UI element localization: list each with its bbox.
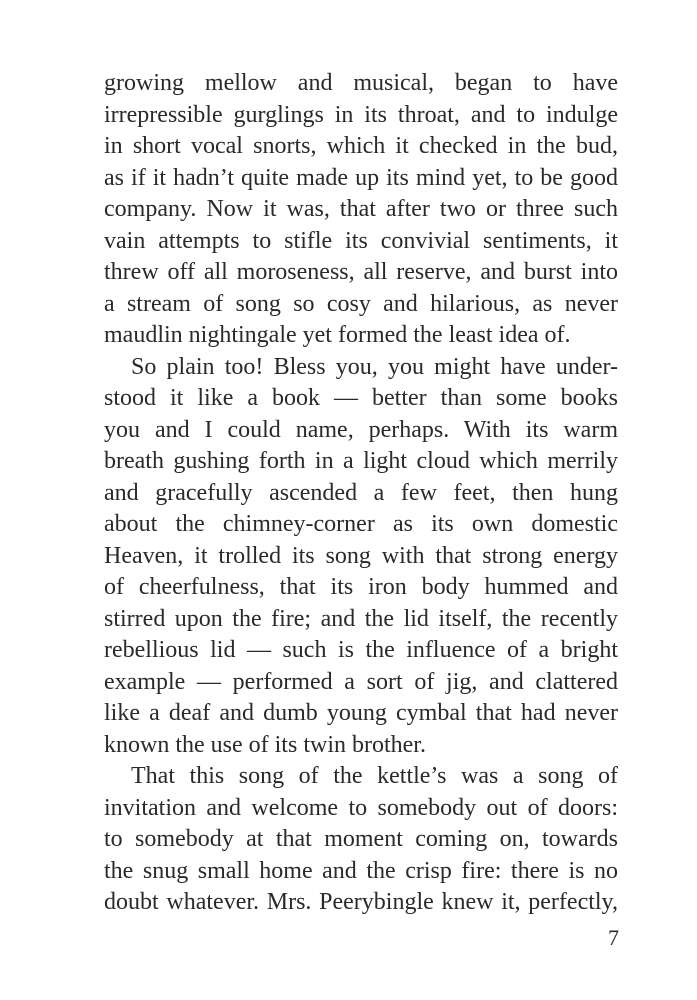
text-line: a stream of song so cosy and hilarious, as never [104,290,618,317]
paragraph-2 [104,352,618,762]
page-number: 7 [608,925,619,950]
text-line: to somebody at that moment coming on, towards [104,826,618,852]
text-line: maudlin nightingale yet formed the least idea of. [104,322,571,348]
text-line: the snug small home and the crisp fire: there is no [104,857,618,884]
text-line: invitation and welcome to somebody out of doors: [104,794,618,821]
text-line: you and I could name, perhaps. With its warm [104,416,618,443]
text-line: like a deaf and dumb young cymbal that had never [104,700,618,726]
text-line: in short vocal snorts, which it checked in the bud, [104,133,618,159]
text-line: vain attempts to stifle its convivial sentiments, it [104,227,618,254]
text-line: company. Now it was, that after two or three such [104,196,618,222]
text-line: and gracefully ascended a few feet, then hung [104,479,618,506]
text-line: irrepressible gurglings in its throat, and to indulge [104,101,618,128]
text-line: That this song of the kettle’s was a song of [131,763,618,789]
text-line: about the chimney-corner as its own domestic [104,511,618,537]
text-line: So plain too! Bless you, you might have under- [131,353,618,380]
text-line: known the use of its twin brother. [104,731,426,758]
text-line: threw off all moroseness, all reserve, and burst into [104,259,618,285]
text-line: growing mellow and musical, began to have [104,70,618,96]
text-line: Heaven, it trolled its song with that strong energy [104,542,618,569]
text-line: of cheerfulness, that its iron body hummed and [104,574,618,600]
text-line: breath gushing forth in a light cloud which merrily [104,448,618,474]
text-line: stood it like a book — better than some books [104,385,618,411]
text-line: rebellious lid — such is the influence of a bright [104,637,618,663]
body-text [104,68,618,919]
paragraph-3 [104,761,618,919]
text-line: example — performed a sort of jig, and clattered [104,668,618,695]
text-line: stirred upon the fire; and the lid itself, the recently [104,605,618,632]
text-line: as if it hadn’t quite made up its mind yet, to be good [104,164,618,191]
paragraph-1 [104,68,618,352]
text-line: doubt whatever. Mrs. Peerybingle knew it, perfectly, [104,889,618,915]
